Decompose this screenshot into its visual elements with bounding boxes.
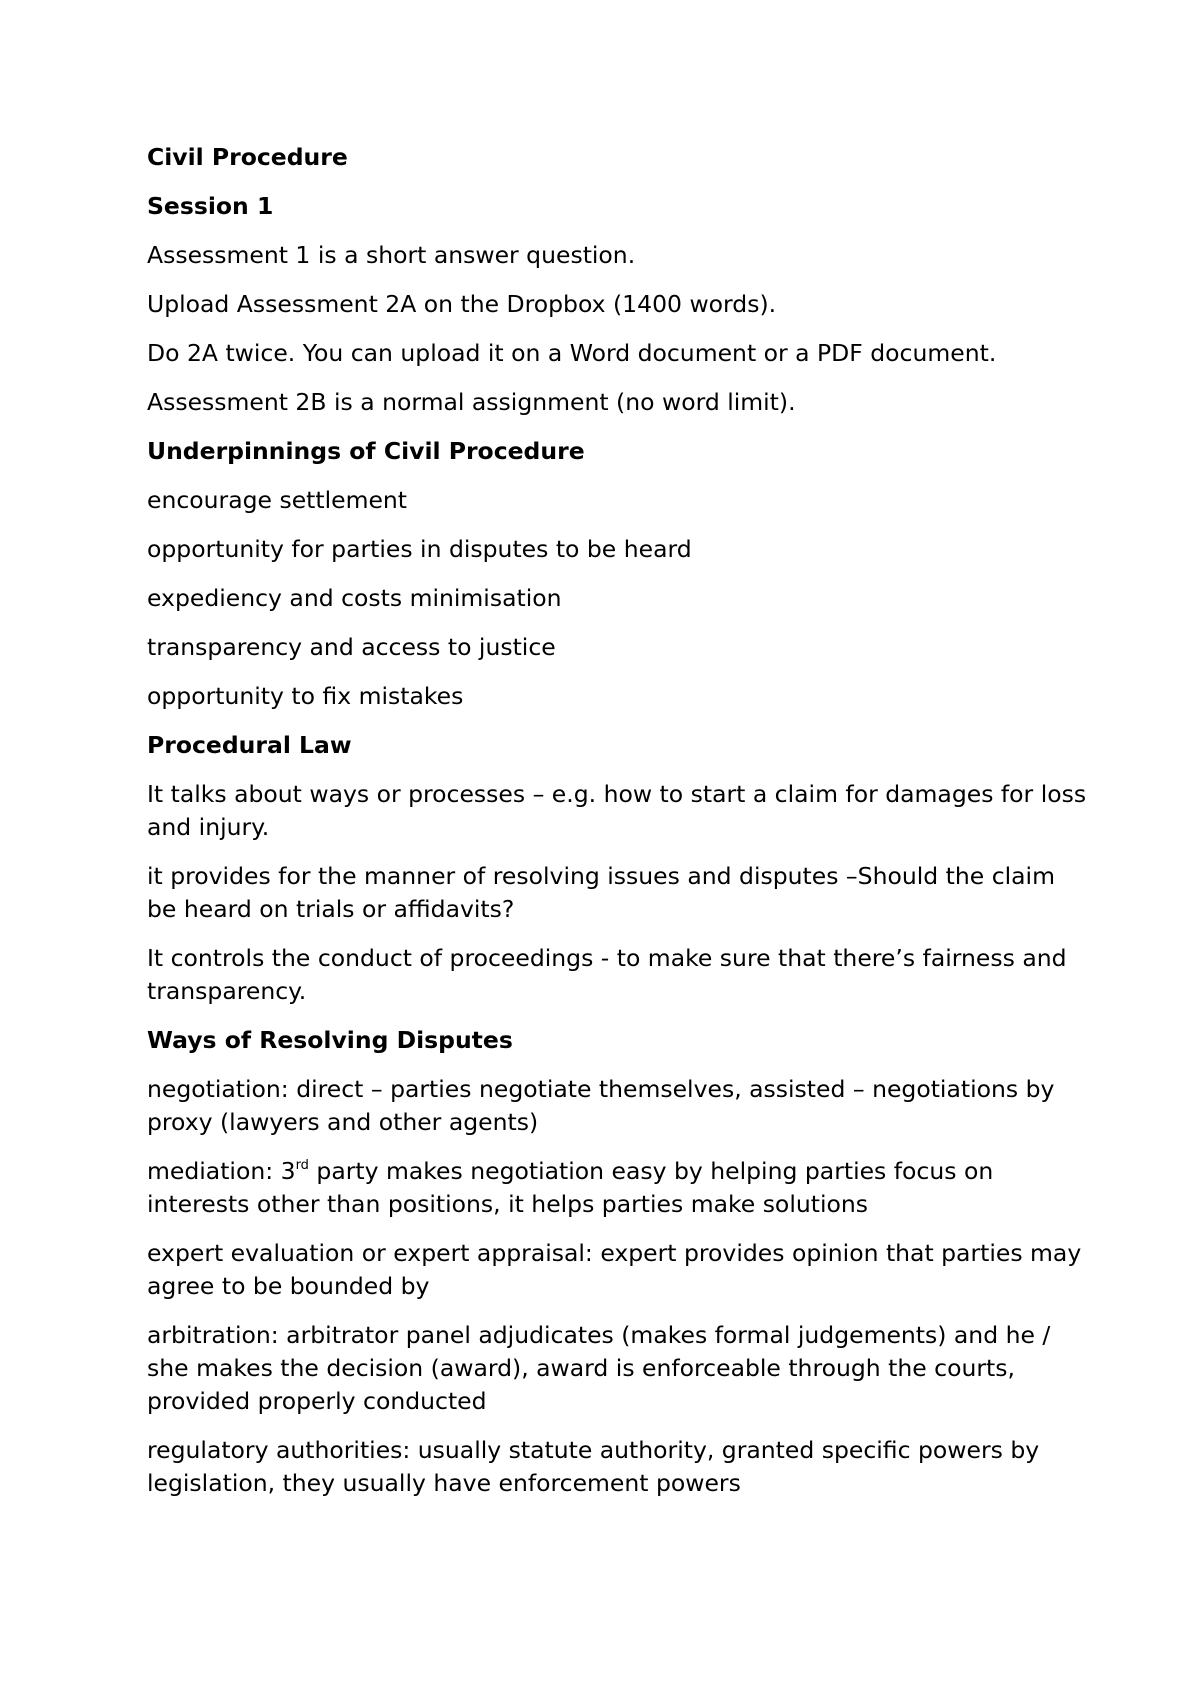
intro-paragraph: Assessment 2B is a normal assignment (no word limit). [147, 388, 796, 416]
underpinnings-heading: Underpinnings of Civil Procedure [147, 437, 585, 465]
mediation-text-end: party makes negotiation easy by helping parties focus on interests other than positions, it helps parties make solutions [147, 1157, 994, 1218]
regulatory-paragraph: regulatory authorities: usually statute authority, granted specific powers by legislation, they usually have enforcement powers [147, 1436, 1040, 1497]
procedural-law-item: it provides for the manner of resolving issues and disputes –Should the claim be heard on trials or affidavits? [147, 862, 1055, 923]
intro-paragraph: Do 2A twice. You can upload it on a Word document or a PDF document. [147, 339, 997, 367]
underpinnings-item: opportunity to fix mistakes [147, 682, 464, 710]
intro-paragraph: Assessment 1 is a short answer question. [147, 241, 636, 269]
intro-paragraph: Upload Assessment 2A on the Dropbox (1400 words). [147, 290, 777, 318]
procedural-law-item: It talks about ways or processes – e.g. how to start a claim for damages for loss and injury. [147, 780, 1087, 841]
session-heading: Session 1 [147, 192, 274, 220]
procedural-law-item: It controls the conduct of proceedings - to make sure that there’s fairness and transparency. [147, 944, 1067, 1005]
document-page [147, 141, 1087, 1516]
negotiation-paragraph: negotiation: direct – parties negotiate themselves, assisted – negotiations by proxy (lawyers and other agents) [147, 1075, 1055, 1136]
procedural-law-heading: Procedural Law [147, 731, 352, 759]
arbitration-paragraph: arbitration: arbitrator panel adjudicates (makes formal judgements) and he / she makes the decision (award), award is enforceable through the courts, provided properly conducted [147, 1321, 1051, 1415]
expert-paragraph: expert evaluation or expert appraisal: expert provides opinion that parties may agree to be bounded by [147, 1239, 1082, 1300]
mediation-paragraph [147, 1155, 1087, 1221]
underpinnings-item: expediency and costs minimisation [147, 584, 562, 612]
document-title: Civil Procedure [147, 143, 348, 171]
ordinal-superscript: rd [295, 1158, 309, 1173]
underpinnings-item: opportunity for parties in disputes to be heard [147, 535, 692, 563]
ways-heading: Ways of Resolving Disputes [147, 1026, 513, 1054]
underpinnings-item: encourage settlement [147, 486, 408, 514]
mediation-text-start: mediation: 3 [147, 1157, 296, 1185]
underpinnings-item: transparency and access to justice [147, 633, 556, 661]
